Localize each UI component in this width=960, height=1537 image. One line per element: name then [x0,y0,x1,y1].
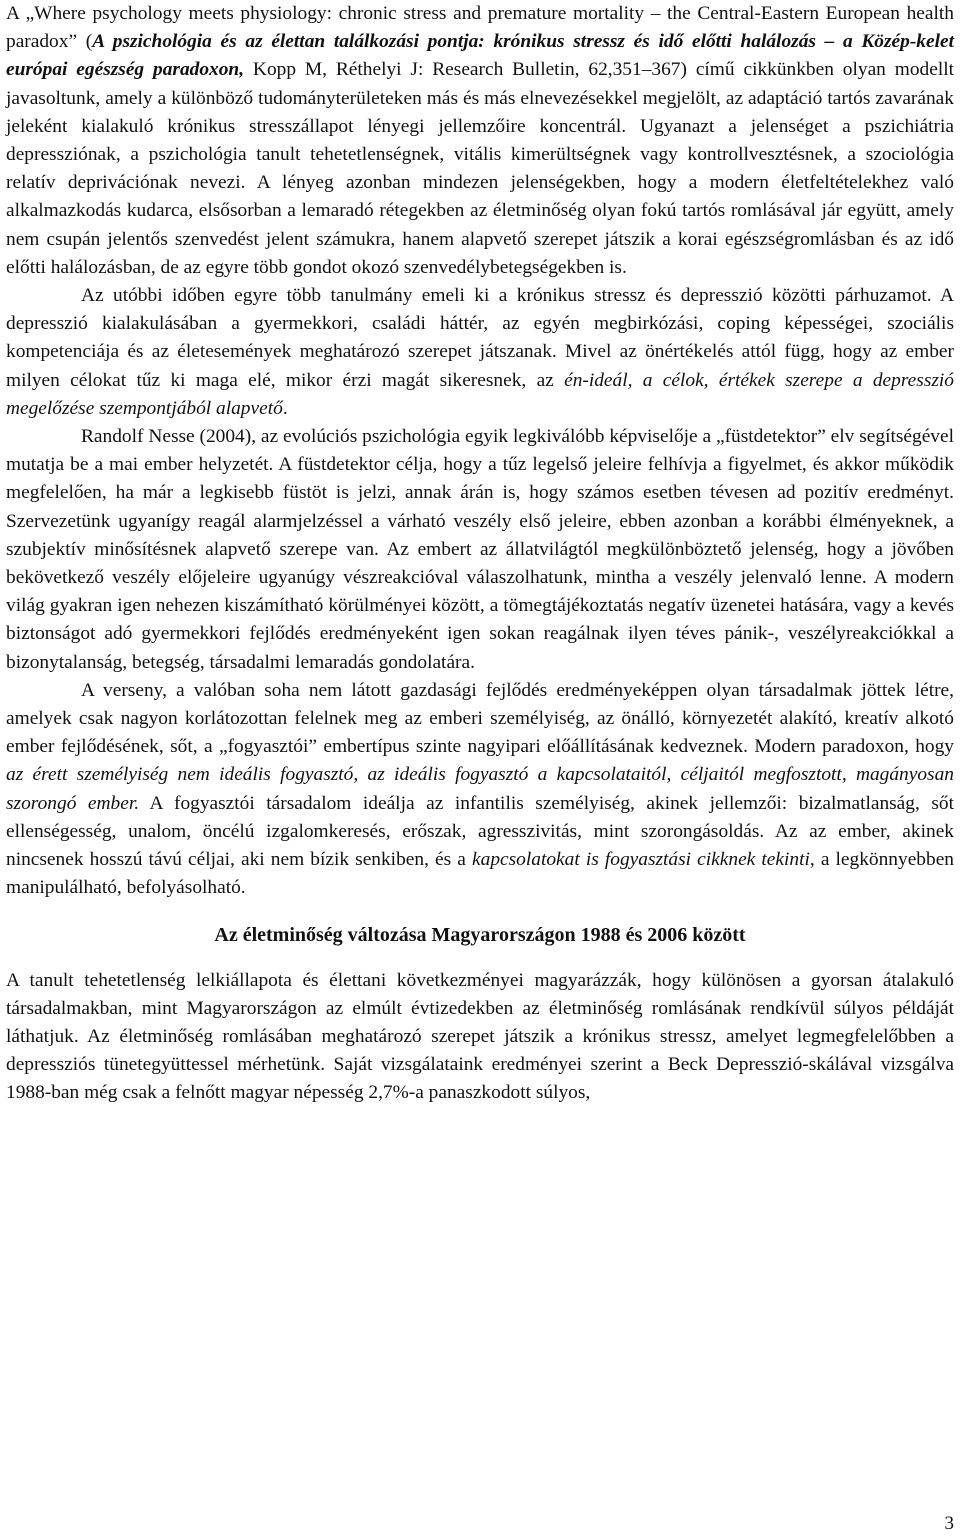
paragraph-2-text-b: . [282,397,288,419]
paragraph-1-text-a: A „Where psychology meets physiology: chronic stress and premature mortality – the Central-Eastern European health paradox” ( [6,3,954,53]
page-number: 3 [944,1513,954,1534]
paragraph-1-text-b: Kopp M, Réthelyi J: Research Bulletin, 62,351–367) című cikkünkben olyan modellt javasoltunk, amely a különböző tudományterületeken más és más elnevezésekkel megjelölt, az adaptáció tartós zavarának jeleként kialakuló krónikus stresszállapot lényegi jellemzőire koncentrál. Ugyanazt a jelenséget a pszichiátria depressziónak, a pszichológia tanult tehetetlenségnek, vitális kimerültségnek vagy kontrollvesztésnek, a szociológia relatív deprivációnak nevezi. A lényeg azonban mindezen jelenségekben, hogy a modern életfeltételekhez való alkalmazkodás kudarca, elsősorban a lemaradó rétegekben az életminőség olyan fokú tartós romlásával jár együtt, amely nem csupán jelentős szenvedést jelent számukra, hanem alapvető szerepet játszik a korai egészségromlásban és az idő előtti halálozásban, de az egyre több gondot okozó szenvedélybetegségekben is. [6,59,954,278]
paragraph-1 [6,0,954,282]
paragraph-2-emphasis: én-ideál, a célok, értékek szerepe a depresszió megelőzése szempontjából alapvető [6,369,955,419]
paragraph-4-text-b: A fogyasztói társadalom ideálja az infantilis személyiség, akinek jellemzői: bizalmatlanság, sőt ellenségesség, unalom, öncélú izgalomkeresés, erőszak, agresszivitás, mint szorongásoldás. Az az ember, akinek nincsenek hosszú távú céljai, aki nem bízik senkiben, és a [6,792,954,871]
paragraph-2 [6,282,954,423]
paragraph-4-text-a: A verseny, a valóban soha nem látott gazdasági fejlődés eredményeképpen olyan társadalmak jöttek létre, amelyek csak nagyon korlátozottan felelnek meg az emberi személyiség, az önálló, környezetét alakító, kreatív alkotó ember fejlődésének, sőt, a „fogyasztói” embertípus szinte nagyipari előállításának kedveznek. Modern paradoxon, hogy [6,679,954,758]
document-page [6,0,954,1108]
section-heading: Az életminőség változása Magyarországon 1988 és 2006 között [214,923,746,946]
paragraph-4-emphasis-b: kapcsolatokat is fogyasztási cikknek tekinti [472,849,810,871]
paragraph-1-hungarian-title: A pszichológia és az élettan találkozási pontja: krónikus stressz és idő előtti halálozás – a Közép-kelet európai egészség paradoxon, [6,31,954,81]
paragraph-4 [6,677,954,903]
paragraph-3: Randolf Nesse (2004), az evolúciós pszichológia egyik legkiválóbb képviselője a „füstdetektor” elv segítségével mutatja be a mai ember helyzetét. A füstdetektor célja, hogy a tűz legelső jeleire felhívja a figyelmet, és akkor működik megfelelően, ha már a legkisebb füstöt is jelzi, annak árán is, hogy számos esetben tévesen ad pozitív eredményt. Szervezetünk ugyanígy reagál alarmjelzéssel a várható veszély első jeleire, ebben azonban a korábbi élményeknek, a szubjektív minősítésnek alapvető szerepe van. Az embert az állatvilágtól megkülönböztető jelenség, hogy a jövőben bekövetkező veszély előjeleire ugyanúgy vészreakcióval válaszolhatunk, mintha a veszély jelenvaló lenne. A modern világ gyakran igen nehezen kiszámítható körülményei között, a tömegtájékoztatás negatív üzenetei hatására, vagy a kevés biztonságot adó gyermekkori fejlődés eredményeként igen sokan reagálnak ilyen téves pánik-, veszélyreakciókkal a bizonytalanság, betegség, társadalmi lemaradás gondolatára. [6,426,954,673]
paragraph-4-text-c: , a legkönnyebben manipulálható, befolyásolható. [6,849,954,899]
paragraph-2-text-a: Az utóbbi időben egyre több tanulmány emeli ki a krónikus stressz és depresszió közötti párhuzamot. A depresszió kialakulásában a gyermekkori, családi háttér, az egyén megbirkózási, coping képességei, szociális kompetenciája és az életesemények meghatározó szerepet játszanak. Mivel az önértékelés attól függ, hogy az ember milyen célokat tűz ki maga elé, mikor érzi magát sikeresnek, az [6,285,954,391]
paragraph-5: A tanult tehetetlenség lelkiállapota és élettani következményei magyarázzák, hogy különösen a gyorsan átalakuló társadalmakban, mint Magyarországon az elmúlt évtizedekben az életminőség romlásának rendkívül súlyos példáját láthatjuk. Az életminőség romlásában meghatározó szerepet játszik a krónikus stressz, amelyet legmegfelelőbben a depressziós tünetegyüttessel mérhetünk. Saját vizsgálataink eredményei szerint a Beck Depresszió-skálával vizsgálva 1988-ban még csak a felnőtt magyar népesség 2,7%-a panaszkodott súlyos, [6,969,954,1104]
paragraph-4-emphasis-a: az érett személyiség nem ideális fogyasztó, az ideális fogyasztó a kapcsolataitól, céljaitól megfosztott, magányosan szorongó ember. [6,764,954,814]
